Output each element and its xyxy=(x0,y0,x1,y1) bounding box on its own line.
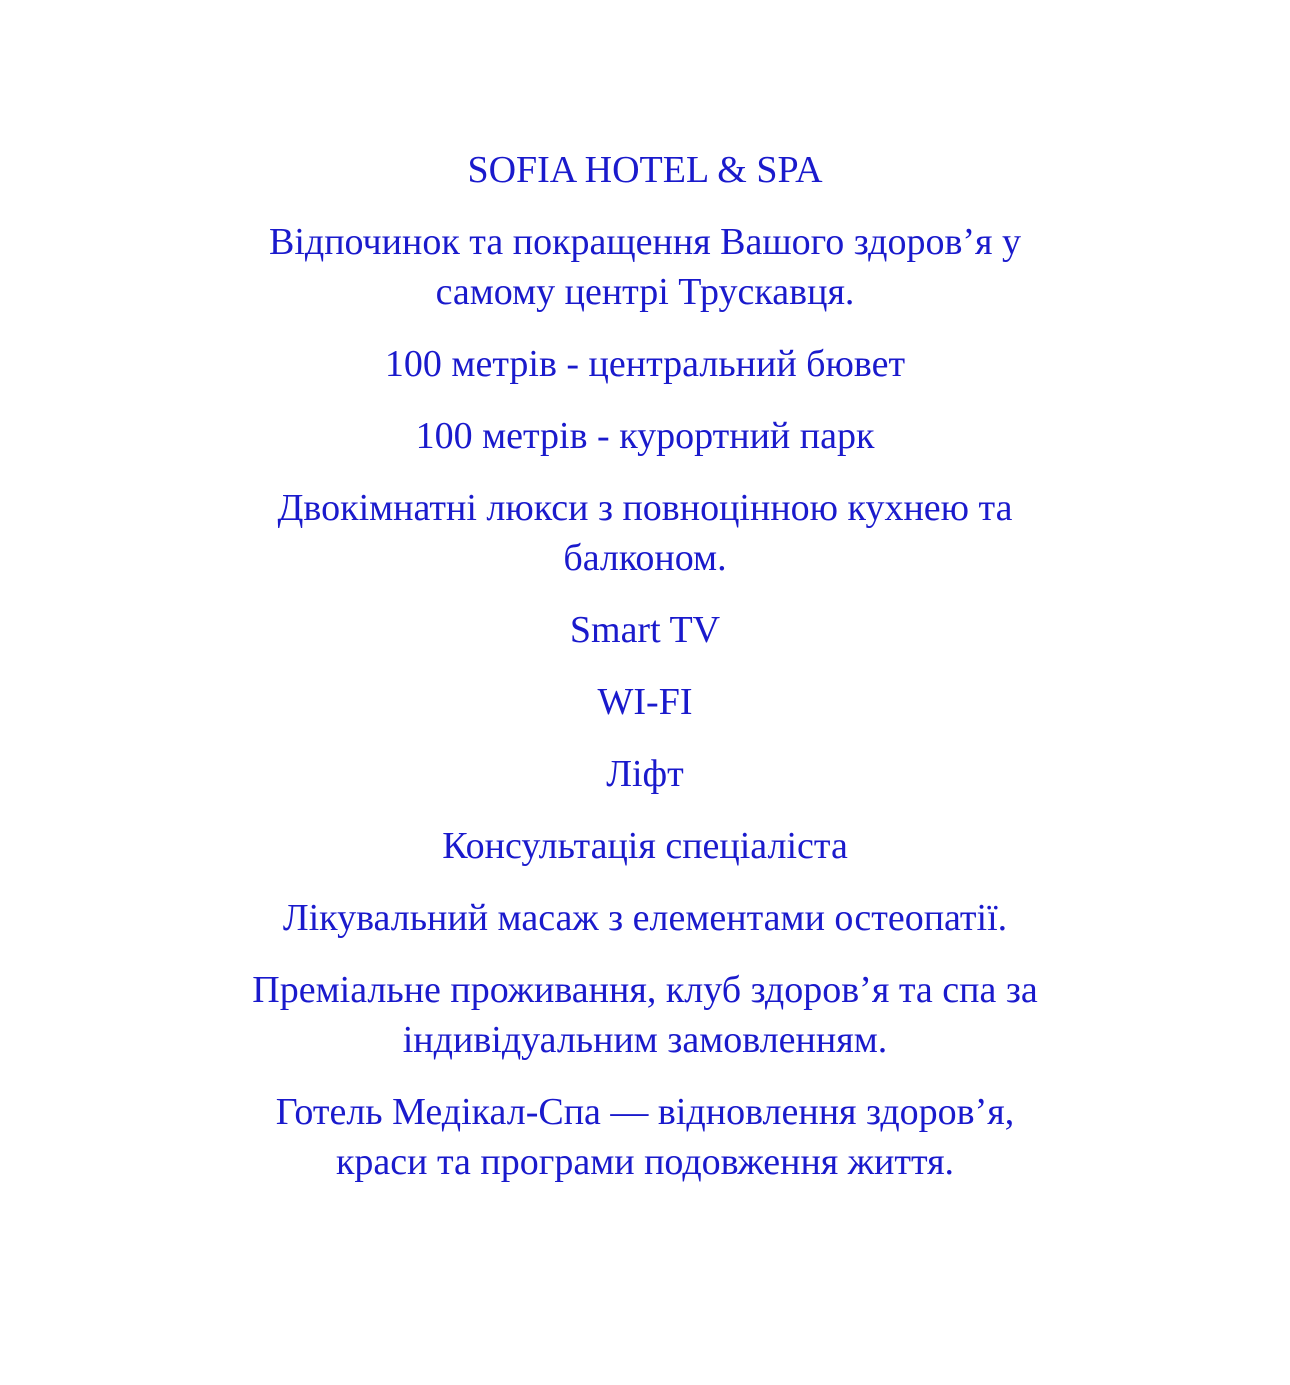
feature-smart-tv xyxy=(195,605,1095,655)
feature-premium xyxy=(195,965,1095,1065)
text-line: Відпочинок та покращення Вашого здоров’я у xyxy=(268,221,1022,263)
hotel-description xyxy=(0,145,1290,1209)
text-line: SOFIA HOTEL & SPA xyxy=(467,149,823,191)
text-line: краси та програми подовження життя. xyxy=(335,1141,955,1183)
text-line: 100 метрів - курортний парк xyxy=(415,415,875,457)
hotel-title xyxy=(195,145,1095,195)
text-line: індивідуальним замовленням. xyxy=(402,1019,888,1061)
text-line: WI-FI xyxy=(597,681,693,723)
text-line: самому центрі Трускавця. xyxy=(435,271,855,313)
text-line: Лікувальний масаж з елементами остеопатії. xyxy=(282,897,1008,939)
text-line: Ліфт xyxy=(606,753,684,795)
text-line: Двокімнатні люкси з повноцінною кухнею та xyxy=(277,487,1013,529)
feature-wifi xyxy=(195,677,1095,727)
text-line: Готель Медікал-Спа — відновлення здоров’я, xyxy=(275,1091,1015,1133)
feature-park xyxy=(195,411,1095,461)
text-line: Smart TV xyxy=(569,609,721,651)
feature-consultation xyxy=(195,821,1095,871)
text-line: Преміальне проживання, клуб здоров’я та спа за xyxy=(252,969,1038,1011)
feature-pump-room xyxy=(195,339,1095,389)
text-line: 100 метрів - центральний бювет xyxy=(384,343,906,385)
feature-lift xyxy=(195,749,1095,799)
feature-suites xyxy=(195,483,1095,583)
text-line: балконом. xyxy=(563,537,727,579)
feature-massage xyxy=(195,893,1095,943)
intro-paragraph xyxy=(195,217,1095,317)
text-line: Консультація спеціаліста xyxy=(442,825,848,867)
closing-paragraph xyxy=(195,1087,1095,1187)
